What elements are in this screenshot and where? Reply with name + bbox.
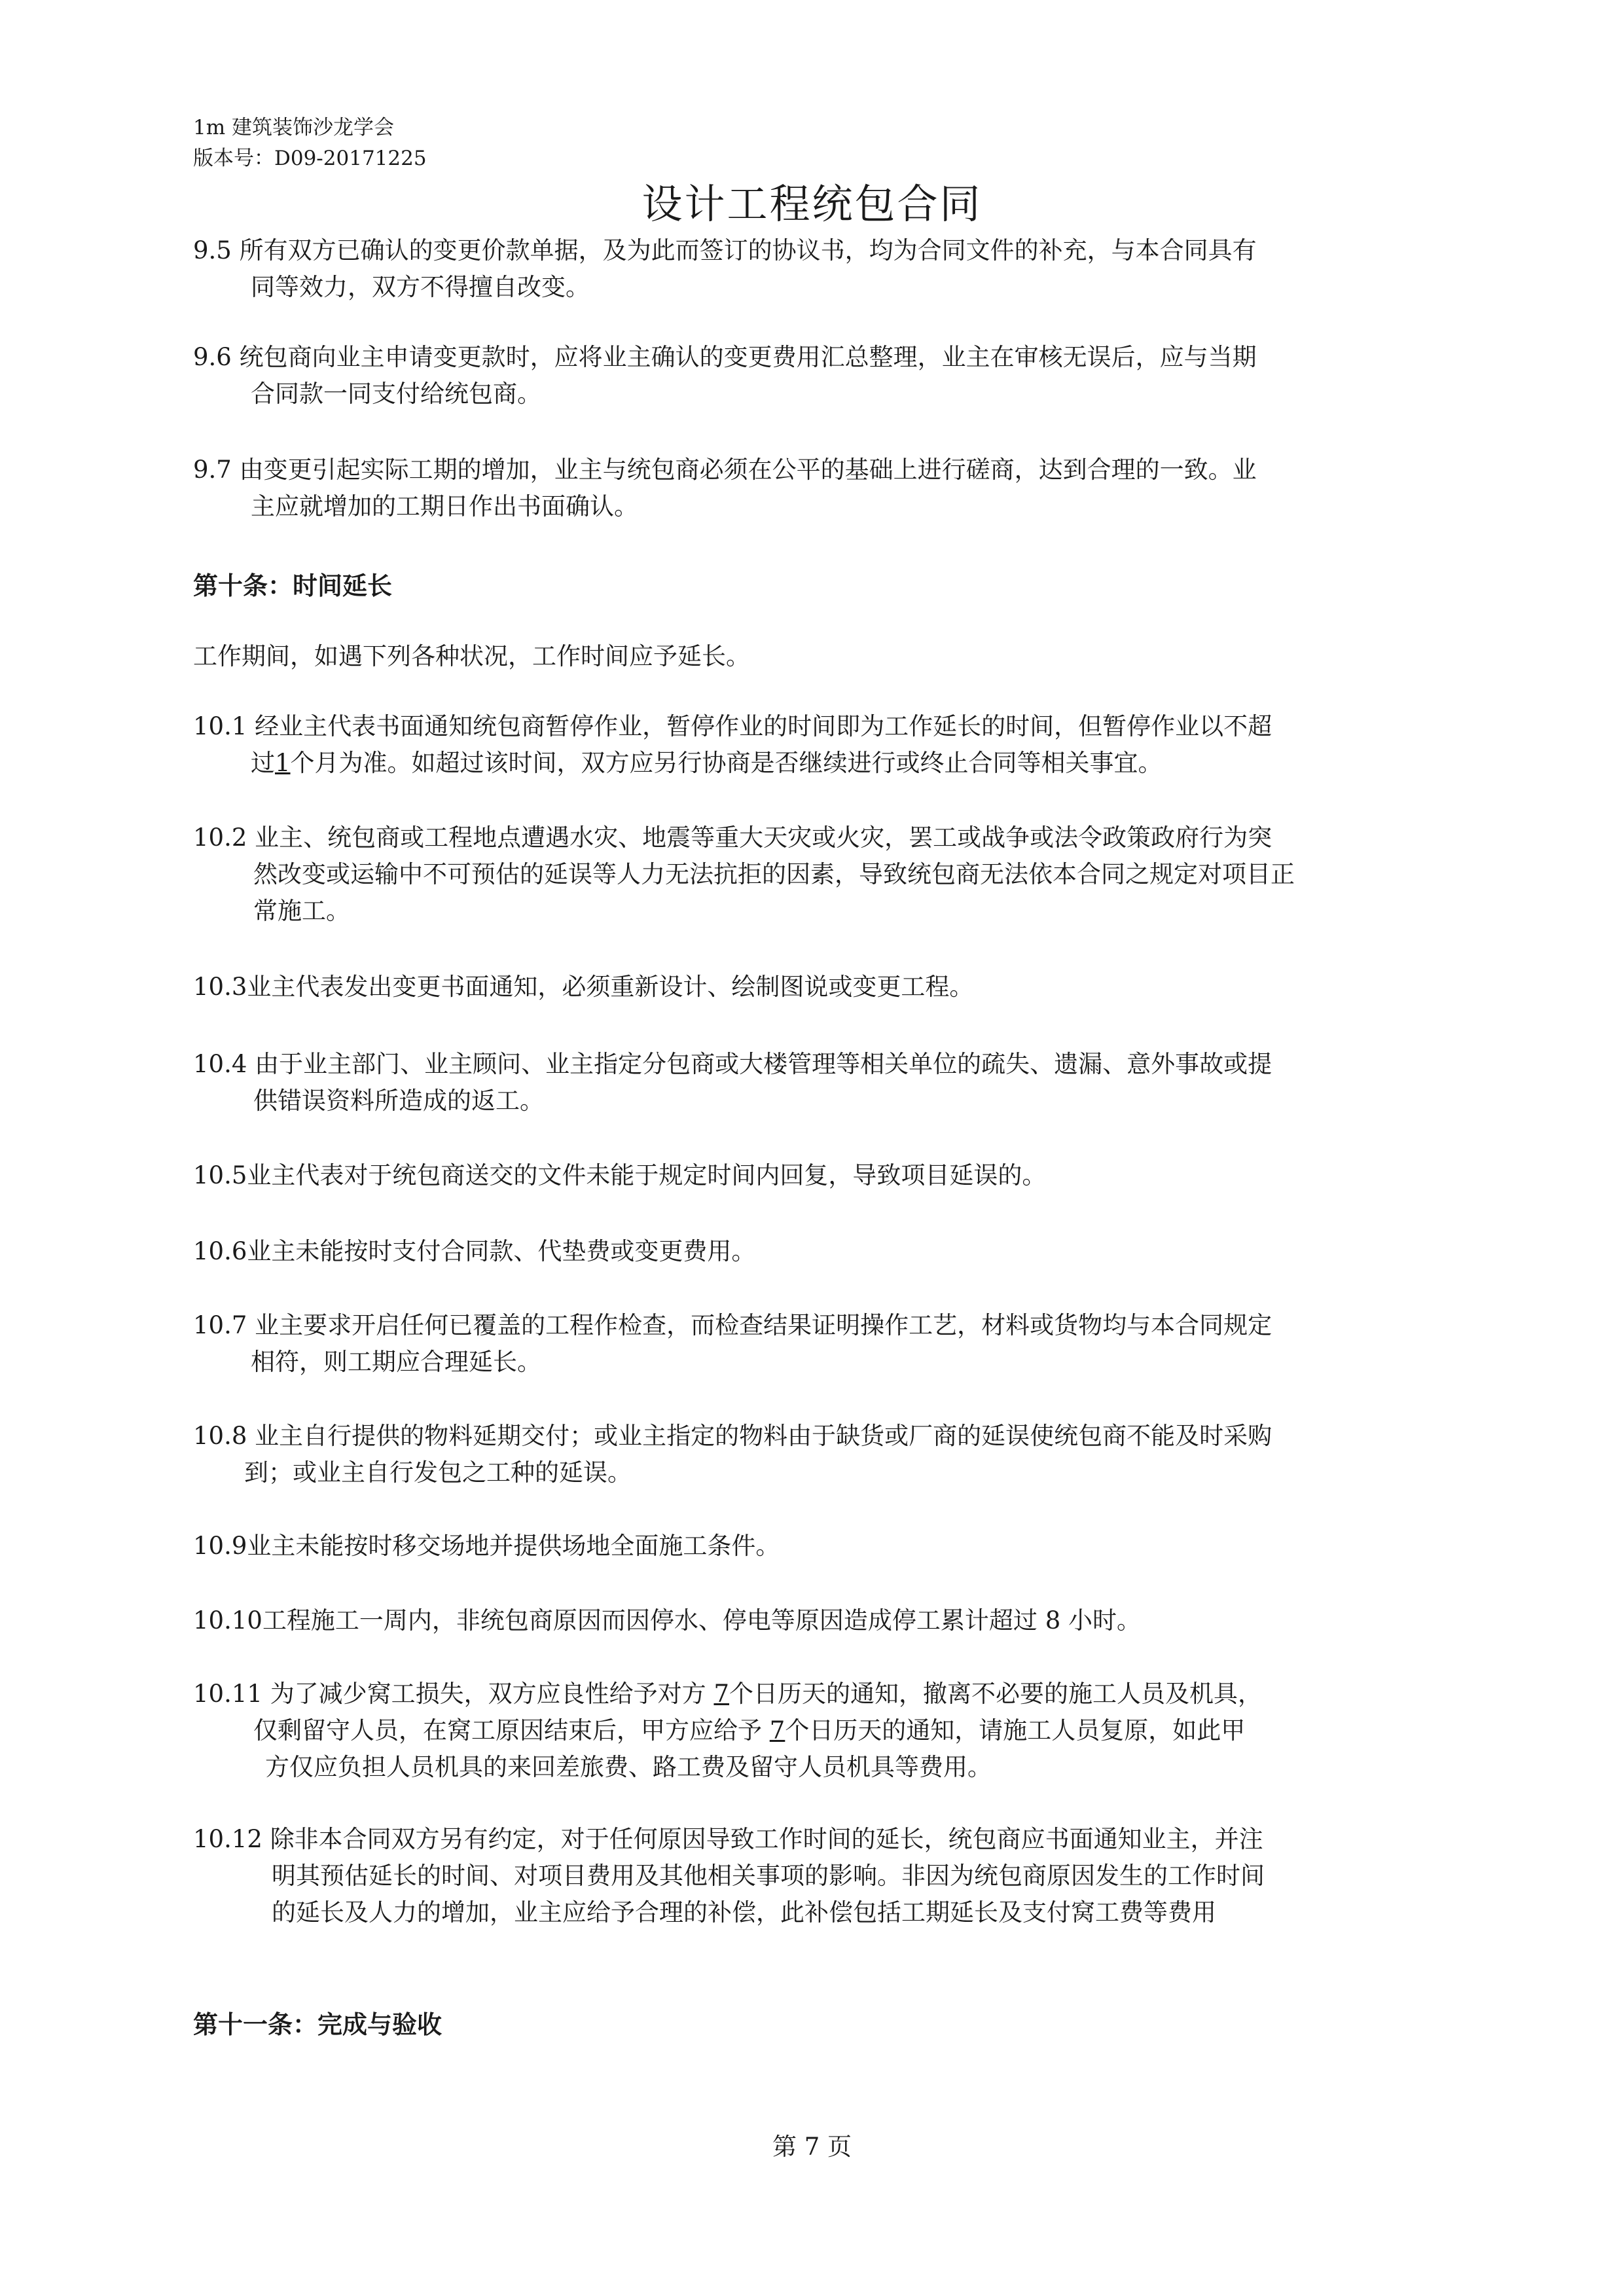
clause-text: 然改变或运输中不可预估的延误等人力无法抗拒的因素，导致统包商无法依本合同之规定对项目正 [253, 860, 1295, 888]
clause-text: 业主自行提供的物料延期交付；或业主指定的物料由于缺货或厂商的延误使统包商不能及时采购 [255, 1422, 1272, 1450]
clause-number: 10.3 [193, 973, 247, 1001]
clause-10-6 [193, 1233, 755, 1270]
clause-9-7 [193, 452, 1470, 525]
clause-10-7 [193, 1307, 1470, 1381]
clause-text: 方仅应负担人员机具的来回差旅费、路工费及留守人员机具等费用。 [265, 1753, 992, 1781]
clause-text: 的延长及人力的增加，业主应给予合理的补偿，此补偿包括工期延长及支付窝工费等费用 [272, 1898, 1216, 1926]
clause-text: 工程施工一周内，非统包商原因而因停水、停电等原因造成停工累计超过 8 小时。 [262, 1606, 1141, 1635]
clause-number: 9.7 [193, 456, 240, 484]
clause-text: 明其预估延长的时间、对项目费用及其他相关事项的影响。非因为统包商原因发生的工作时间 [272, 1862, 1265, 1890]
clause-number: 10.1 [193, 712, 255, 740]
clause-10-11 [193, 1676, 1470, 1786]
clause-10-5 [193, 1157, 1046, 1194]
clause-9-5 [193, 232, 1470, 306]
clause-10-10 [193, 1602, 1141, 1639]
section-10-intro: 工作期间，如遇下列各种状况，工作时间应予延长。 [193, 642, 750, 670]
clause-text: 统包商向业主申请变更款时，应将业主确认的变更费用汇总整理，业主在审核无误后，应与当期 [239, 343, 1257, 371]
clause-9-6 [193, 339, 1470, 412]
clause-10-3 [193, 969, 973, 1005]
clause-text: 业主代表发出变更书面通知，必须重新设计、绘制图说或变更工程。 [247, 973, 974, 1001]
clause-text: 供错误资料所造成的返工。 [253, 1087, 544, 1115]
clause-text: 为了减少窝工损失，双方应良性给予对方 [270, 1680, 714, 1708]
days-value: 7 [769, 1716, 785, 1744]
clause-number: 10.5 [193, 1161, 247, 1189]
header-version: 版本号：D09-20171225 [193, 147, 427, 170]
clause-text: 除非本合同双方另有约定，对于任何原因导致工作时间的延长，统包商应书面通知业主，并注 [270, 1825, 1263, 1853]
clause-text: 个日历天的通知，请施工人员复原，如此甲 [785, 1716, 1246, 1744]
clause-10-1 [193, 708, 1470, 782]
clause-text: 经业主代表书面通知统包商暂停作业，暂停作业的时间即为工作延长的时间，但暂停作业以不超 [255, 712, 1272, 740]
page-number: 第 7 页 [772, 2133, 852, 2161]
clause-number: 10.10 [193, 1606, 262, 1635]
clause-text: 同等效力，双方不得擅自改变。 [251, 273, 590, 301]
header-org: 1m 建筑装饰沙龙学会 [193, 116, 394, 139]
clause-10-4 [193, 1046, 1470, 1119]
clause-text: 合同款一同支付给统包商。 [251, 380, 541, 408]
days-value: 7 [713, 1680, 729, 1708]
clause-text: 个日历天的通知，撤离不必要的施工人员及机具， [729, 1680, 1262, 1708]
duration-value: 1 [275, 749, 291, 777]
clause-10-8 [193, 1418, 1470, 1491]
clause-text: 业主未能按时支付合同款、代垫费或变更费用。 [247, 1237, 756, 1265]
clause-number: 10.8 [193, 1422, 255, 1450]
clause-text: 业主代表对于统包商送交的文件未能于规定时间内回复，导致项目延误的。 [247, 1161, 1047, 1189]
clause-number: 10.7 [193, 1311, 255, 1339]
clause-number: 10.11 [193, 1680, 270, 1708]
clause-text: 到；或业主自行发包之工种的延误。 [244, 1458, 632, 1487]
clause-10-2 [193, 820, 1470, 930]
clause-text: 相符，则工期应合理延长。 [251, 1348, 541, 1376]
clause-number: 10.6 [193, 1237, 247, 1265]
clause-number: 10.9 [193, 1532, 247, 1560]
clause-10-12 [193, 1821, 1470, 1931]
section-11-heading: 第十一条：完成与验收 [193, 2010, 442, 2039]
clause-text: 由变更引起实际工期的增加，业主与统包商必须在公平的基础上进行磋商，达到合理的一致。业 [239, 456, 1257, 484]
document-title: 设计工程统包合同 [641, 180, 983, 228]
clause-text: 业主、统包商或工程地点遭遇水灾、地震等重大天灾或火灾，罢工或战争或法令政策政府行为突 [255, 823, 1272, 852]
clause-text: 由于业主部门、业主顾问、业主指定分包商或大楼管理等相关单位的疏失、遗漏、意外事故或提 [255, 1050, 1272, 1078]
clause-text: 仅剩留守人员，在窝工原因结束后，甲方应给予 [253, 1716, 770, 1744]
clause-number: 10.2 [193, 823, 255, 852]
clause-number: 9.6 [193, 343, 240, 371]
clause-text: 业主未能按时移交场地并提供场地全面施工条件。 [247, 1532, 780, 1560]
clause-number: 10.4 [193, 1050, 255, 1078]
clause-text: 个月为准。如超过该时间，双方应另行协商是否继续进行或终止合同等相关事宜。 [290, 749, 1163, 777]
clause-10-9 [193, 1528, 780, 1564]
clause-text: 常施工。 [253, 897, 350, 925]
clause-text: 主应就增加的工期日作出书面确认。 [251, 492, 638, 520]
section-10-heading: 第十条：时间延长 [193, 571, 393, 600]
clause-text: 所有双方已确认的变更价款单据，及为此而签订的协议书，均为合同文件的补充，与本合同具有 [239, 236, 1257, 264]
clause-text: 业主要求开启任何已覆盖的工程作检查，而检查结果证明操作工艺，材料或货物均与本合同规定 [255, 1311, 1272, 1339]
clause-number: 10.12 [193, 1825, 270, 1853]
clause-number: 9.5 [193, 236, 240, 264]
clause-text: 过 [251, 749, 275, 777]
